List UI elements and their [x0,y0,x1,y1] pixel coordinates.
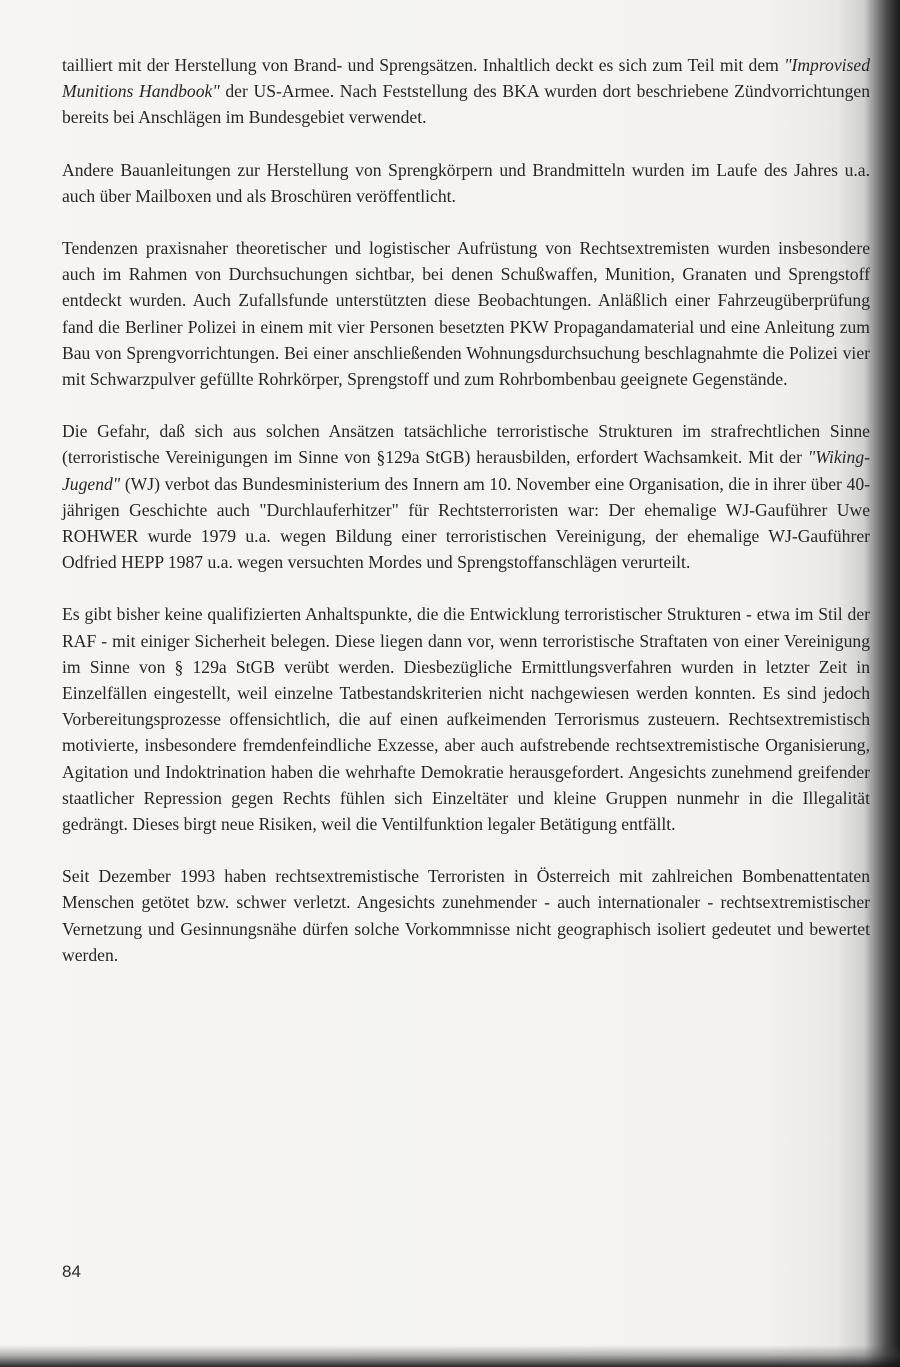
scan-edge-shadow [0,1345,900,1367]
paragraph-text: Andere Bauanleitungen zur Herstellung von Sprengkörpern und Brandmitteln wurden im Laufe des Jahres u.a. auch über Mailboxen und als Broschüren veröffentlicht. [62,159,870,206]
paragraph-terrorismus [62,601,870,837]
paragraph-wiking-jugend [62,418,870,575]
paragraph-text: Die Gefahr, daß sich aus solchen Ansätzen tatsächliche terroristische Strukturen im strafrechtlichen Sinne (terroristische Vereinigungen im Sinne von §129a StGB) herausbilden, erfordert Wachsamkeit. Mit der [62,421,870,468]
paragraph-text: tailliert mit der Herstellung von Brand- und Sprengsätzen. Inhaltlich deckt es sich zum Teil mit dem [62,55,785,75]
paragraph-text: (WJ) verbot das Bundesministerium des Innern am 10. November eine Organisation, die in ihrer über 40-jährigen Geschichte auch "Durchlauferhitzer" für Rechtsterroristen war: Der ehemalige WJ-Gauführer Uwe ROHWER wurde 1979 u.a. wegen Bildung einer terroristischen Vereinigung, der ehemalige WJ-Gauführer Odfried HEPP 1987 u.a. wegen versuchten Mordes und Sprengstoffanschlägen verurteilt. [62,473,870,573]
page-number: 84 [62,1262,81,1281]
paragraph-munitions-handbook [62,52,870,131]
handbook-title: "Improvised Munitions Handbook" [62,55,870,102]
paragraph-oesterreich [62,863,870,968]
paragraph-text: Seit Dezember 1993 haben rechtsextremistische Terroristen in Österreich mit zahlreichen Bombenattentaten Menschen getötet bzw. schwer verletzt. Angesichts zunehmender - auch internationaler - rechtsextremistischer Vernetzung und Gesinnungsnähe dürfen solche Vorkommnisse nicht geographisch isoliert gedeutet und bewertet werden. [62,866,870,965]
paragraph-bauanleitungen [62,157,870,209]
paragraph-text: der US-Armee. Nach Feststellung des BKA wurden dort beschriebene Zündvorrichtungen bereits bei Anschlägen im Bundesgebiet verwendet. [62,81,870,128]
organisation-name: "Wiking-Jugend" [62,447,870,494]
paragraph-text: Tendenzen praxisnaher theoretischer und logistischer Aufrüstung von Rechtsextremisten wurden insbesondere auch im Rahmen von Durchsuchungen sichtbar, bei denen Schußwaffen, Munition, Granaten und Sprengstoff entdeckt wurden. Auch Zufallsfunde unterstützten diese Beobachtungen. Anläßlich einer Fahrzeugüberprüfung fand die Berliner Polizei in einem mit vier Personen besetzten PKW Propagandamaterial und eine Anleitung zum Bau von Sprengvorrichtungen. Bei einer anschließenden Wohnungsdurchsuchung beschlagnahmte die Polizei vier mit Schwarzpulver gefüllte Rohrkörper, Sprengstoff und zum Rohrbombenbau geeignete Gegenstände. [62,238,870,390]
paragraph-text: Es gibt bisher keine qualifizierten Anhaltspunkte, die die Entwicklung terroristischer Strukturen - etwa im Stil der RAF - mit einiger Sicherheit belegen. Diese liegen dann vor, wenn terroristische Straftaten von einer Vereinigung im Sinne von § 129a StGB verübt werden. Diesbezügliche Ermittlungsverfahren wurden in letzter Zeit in Einzelfällen eingestellt, weil einzelne Tatbestandskriterien nicht nachgewiesen werden konnten. Es sind jedoch Vorbereitungsprozesse offensichtlich, die auf einen aufkeimenden Terrorismus zusteuern. Rechtsextremistisch motivierte, insbesondere fremdenfeindliche Exzesse, aber auch aufstrebende rechtsextremistische Organisierung, Agitation und Indoktrination haben die wehrhafte Demokratie herausgefordert. Angesichts zunehmend greifender staatlicher Repression gegen Rechts fühlen sich Einzeltäter und kleine Gruppen nunmehr in die Illegalität gedrängt. Dieses birgt neue Risiken, weil die Ventilfunktion legaler Betätigung entfällt. [62,604,870,835]
paragraph-aufruestung [62,235,870,392]
body-text [62,52,870,994]
